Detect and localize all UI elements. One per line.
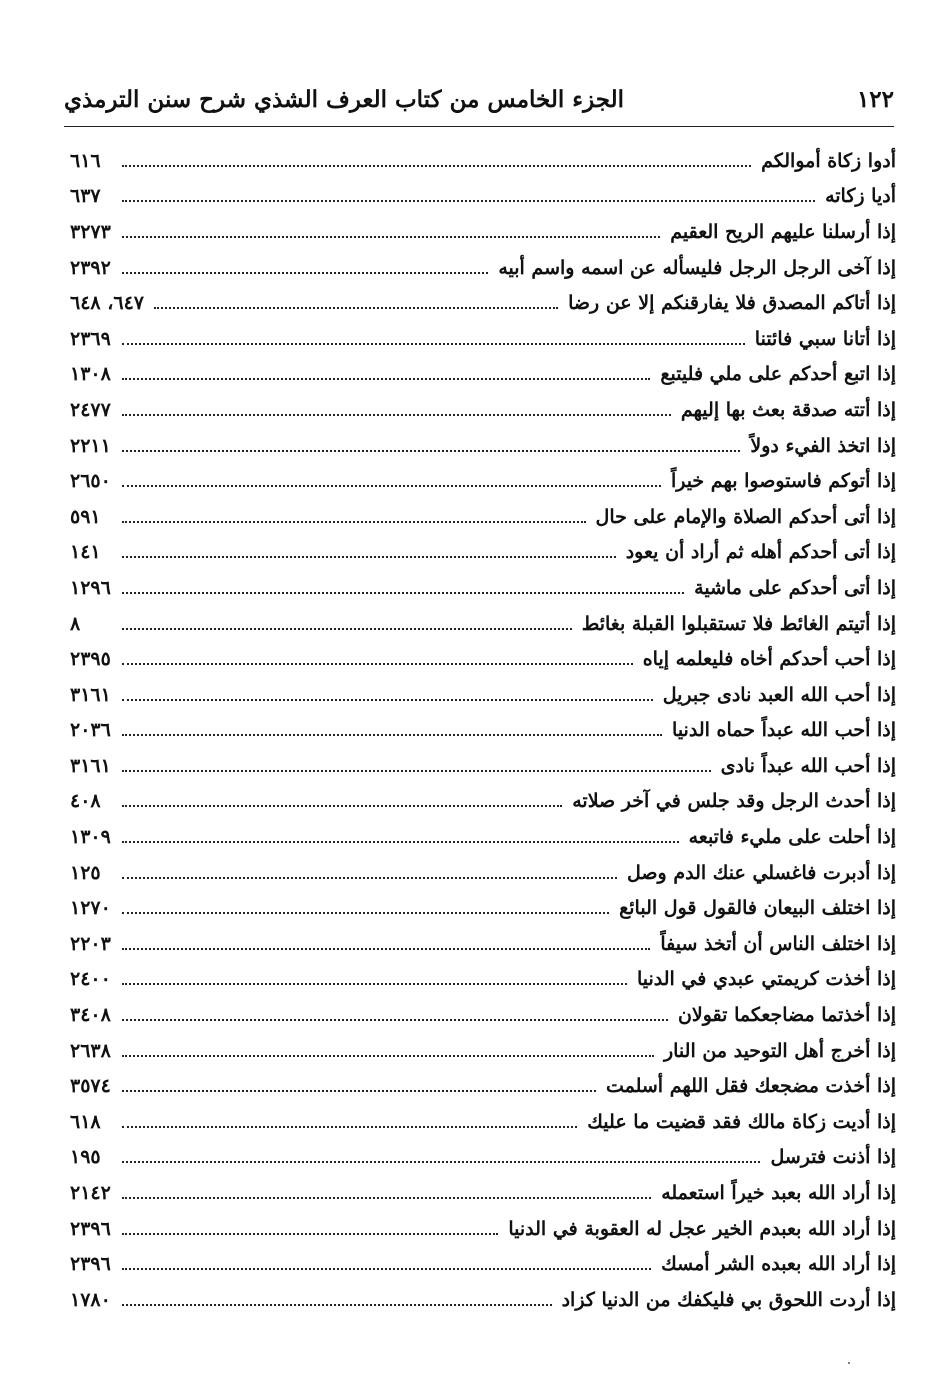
entry-text: إذا آخى الرجل الرجل فليسأله عن اسمه واسم أبيه: [498, 256, 896, 279]
dot-leader: [122, 1197, 651, 1199]
dot-leader: [122, 983, 627, 985]
entry-text: إذا أردت اللحوق بي فليكفك من الدنيا كزاد: [561, 1288, 896, 1311]
index-entry: [70, 179, 896, 215]
entry-page-number: ٦١٨: [70, 1110, 101, 1133]
entry-text: إذا أرسلنا عليهم الريح العقيم: [670, 220, 896, 243]
index-entry: [70, 285, 896, 321]
entry-text: إذا أتانا سبي فائتنا: [754, 327, 896, 350]
index-entry: [70, 748, 896, 784]
entry-page-number: ١٧٨٠: [70, 1288, 111, 1311]
entry-page-number: ٣١٦١: [70, 754, 111, 777]
entry-page-number: ٢٣٦٩: [70, 327, 111, 350]
entry-page-number: ٦١٦: [70, 149, 101, 172]
entry-page-number: ١٣٠٩: [70, 826, 111, 849]
entry-text: إذا أذنت فترسل: [770, 1146, 896, 1169]
entry-text: إذا أخذتما مضاجعكما تقولان: [677, 1004, 896, 1027]
entry-text: إذا أتوكم فاستوصوا بهم خيراً: [670, 470, 896, 493]
dot-leader: [122, 1233, 498, 1235]
header-rule: [64, 126, 894, 127]
dot-leader: [154, 307, 558, 309]
dot-leader: [122, 165, 751, 167]
entry-page-number: ١٩٥: [70, 1146, 101, 1169]
dot-leader: [122, 414, 671, 416]
index-entry: [70, 890, 896, 926]
entry-page-number: ٢٢١١: [70, 434, 111, 457]
index-entry: [70, 570, 896, 606]
entry-text: إذا أدبرت فاغسلي عنك الدم وصل: [627, 861, 896, 884]
entry-page-number: ٢١٤٢: [70, 1182, 111, 1205]
index-entry: [70, 784, 896, 820]
entry-page-number: ١٣٠٨: [70, 363, 111, 386]
index-entry: [70, 1104, 896, 1140]
entry-text: إذا أتيتم الغائط فلا تستقبلوا القبلة بغائط: [581, 612, 896, 635]
index-entry: [70, 535, 896, 571]
dot-leader: [122, 1055, 654, 1057]
entry-text: إذا أحب الله عبداً حماه الدنيا: [672, 719, 896, 742]
index-entry: [70, 428, 896, 464]
entry-page-number: ٢٦٣٨: [70, 1039, 111, 1062]
index-entry: [70, 606, 896, 642]
dot-leader: [122, 805, 562, 807]
index-entry: [70, 1211, 896, 1247]
entry-text: إذا أتته صدقة بعث بها إليهم: [680, 398, 896, 421]
index-entry: [70, 1140, 896, 1176]
dot-leader: [122, 450, 740, 452]
dot-leader: [122, 699, 653, 701]
entry-page-number: ٦٣٧: [70, 185, 101, 208]
dot-leader: [122, 521, 586, 523]
index-entry: [70, 1068, 896, 1104]
index-entry: [70, 1033, 896, 1069]
dot-leader: [122, 948, 650, 950]
dot-leader: [122, 1126, 577, 1128]
index-entry: [70, 926, 896, 962]
dot-leader: [122, 663, 633, 665]
dot-leader: [122, 236, 660, 238]
entry-page-number: ٢٣٩٦: [70, 1253, 111, 1276]
index-entry: [70, 1246, 896, 1282]
dot-leader: [122, 841, 679, 843]
index-entry: [70, 713, 896, 749]
index-entry: [70, 214, 896, 250]
entry-page-number: ٥٩١: [70, 505, 101, 528]
entry-page-number: ٦٤٧، ٦٤٨: [70, 292, 144, 315]
entry-text: إذا اتخذ الفيء دولاً: [750, 434, 896, 457]
entry-text: إذا اختلف البيعان فالقول قول البائع: [619, 897, 896, 920]
entry-text: إذا أتى أحدكم أهله ثم أراد أن يعود: [625, 541, 896, 564]
entry-page-number: ٢٦٥٠: [70, 470, 111, 493]
index-entry: [70, 143, 896, 179]
entry-page-number: ٨: [70, 612, 81, 635]
entry-page-number: ٢٤٧٧: [70, 398, 111, 421]
entry-text: إذا أخذت مضجعك فقل اللهم أسلمت: [605, 1075, 896, 1098]
entry-text: إذا أتاكم المصدق فلا يفارقنكم إلا عن رضا: [568, 292, 896, 315]
dot-leader: [122, 200, 815, 202]
entry-page-number: ٢٢٠٣: [70, 932, 111, 955]
entry-page-number: ٣٤٠٨: [70, 1004, 111, 1027]
dot-leader: [122, 1268, 651, 1270]
entry-text: إذا أحب الله العبد نادى جبريل: [662, 683, 896, 706]
entry-text: أديا زكاته: [825, 185, 896, 208]
book-title: الجزء الخامس من كتاب العرف الشذي شرح سنن الترمذي: [64, 85, 625, 113]
entry-text: أدوا زكاة أموالكم: [761, 149, 896, 172]
dot-leader: [122, 877, 617, 879]
entry-text: إذا أخذت كريمتي عبدي في الدنيا: [636, 968, 896, 991]
dot-leader: [122, 343, 745, 345]
entry-text: إذا أتى أحدكم على ماشية: [694, 576, 896, 599]
dot-leader: [122, 770, 711, 772]
dot-leader: [122, 1161, 760, 1163]
entry-text: إذا أراد الله بعبدم الخير عجل له العقوبة في الدنيا: [508, 1217, 896, 1240]
entry-text: إذا أديت زكاة مالك فقد قضيت ما عليك: [587, 1110, 896, 1133]
entry-text: إذا اتبع أحدكم على ملي فليتبع: [660, 363, 896, 386]
index-entry: [70, 463, 896, 499]
entry-page-number: ١٤١: [70, 541, 101, 564]
entry-text: إذا أراد الله بعبده الشر أمسك: [661, 1253, 896, 1276]
dot-leader: [122, 734, 662, 736]
entry-page-number: ٢٣٩٥: [70, 648, 111, 671]
index-entry: [70, 1282, 896, 1318]
entry-page-number: ٢٣٩٦: [70, 1217, 111, 1240]
index-entry: [70, 392, 896, 428]
index-entry: [70, 357, 896, 393]
dot-leader: [122, 592, 684, 594]
page-number: ١٢٢: [856, 85, 894, 113]
entry-text: إذا أتى أحدكم الصلاة والإمام على حال: [595, 505, 896, 528]
entry-text: إذا أراد الله بعبد خيراً استعمله: [661, 1182, 896, 1205]
running-header: [64, 74, 894, 124]
entry-page-number: ١٢٧٠: [70, 897, 111, 920]
dot-leader: [122, 556, 616, 558]
index-entry: [70, 962, 896, 998]
index-entry: [70, 250, 896, 286]
dot-leader: [122, 485, 661, 487]
scan-speck: [848, 1362, 850, 1364]
entry-page-number: ٢٤٠٠: [70, 968, 111, 991]
index-entry: [70, 819, 896, 855]
index-entry: [70, 855, 896, 891]
entry-page-number: ٣١٦١: [70, 683, 111, 706]
index-entry: [70, 499, 896, 535]
dot-leader: [122, 628, 572, 630]
dot-leader: [122, 912, 609, 914]
dot-leader: [122, 1090, 596, 1092]
entry-page-number: ١٢٥: [70, 861, 101, 884]
entry-text: إذا أحب أحدكم أخاه فليعلمه إياه: [642, 648, 896, 671]
index-entry: [70, 1175, 896, 1211]
index-entry: [70, 677, 896, 713]
entry-page-number: ٣٢٧٣: [70, 220, 111, 243]
entry-page-number: ٣٥٧٤: [70, 1075, 111, 1098]
index-entry: [70, 321, 896, 357]
dot-leader: [122, 1019, 668, 1021]
entry-text: إذا أحدث الرجل وقد جلس في آخر صلاته: [572, 790, 896, 813]
entry-page-number: ٢٣٩٢: [70, 256, 111, 279]
entry-text: إذا أحب الله عبداً نادى: [720, 754, 896, 777]
index-entry: [70, 641, 896, 677]
dot-leader: [122, 272, 488, 274]
index-list: [70, 143, 896, 1318]
entry-text: إذا أحلت على مليء فاتبعه: [688, 826, 896, 849]
entry-page-number: ٤٠٨: [70, 790, 101, 813]
entry-text: إذا أخرج أهل التوحيد من النار: [663, 1039, 896, 1062]
entry-text: إذا اختلف الناس أن أتخذ سيفاً: [660, 932, 896, 955]
entry-page-number: ١٢٩٦: [70, 576, 111, 599]
entry-page-number: ٢٠٣٦: [70, 719, 111, 742]
dot-leader: [122, 1304, 552, 1306]
index-entry: [70, 997, 896, 1033]
dot-leader: [122, 378, 650, 380]
